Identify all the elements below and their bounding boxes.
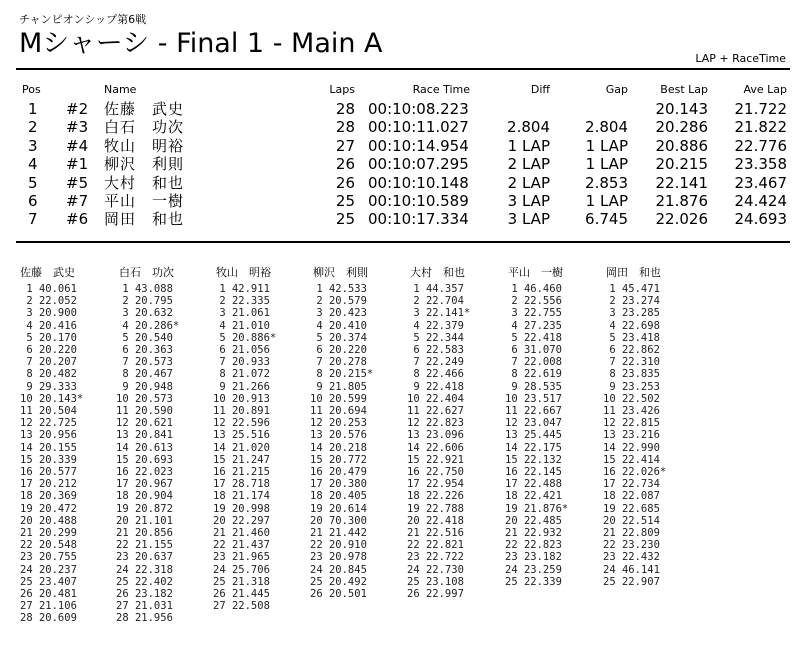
lap-time-entry: 15 20.693: [116, 453, 173, 466]
lap-time-entry: 15 22.921: [407, 453, 464, 466]
lap-time-entry: 23 20.755: [20, 551, 77, 564]
driver-name-cell: 柳沢 利則: [104, 155, 185, 174]
lap-time-entry: 8 20.467: [116, 368, 173, 381]
lap-column-driver-name: 柳沢 利則: [313, 266, 368, 279]
race-time-cell: 00:10:14.954: [368, 136, 469, 155]
car-number-cell: #4: [66, 136, 89, 155]
result-row: [0, 137, 800, 155]
lap-time-entry: 20 22.485: [505, 514, 562, 527]
mode-label: LAP + RaceTime: [695, 52, 786, 65]
page-title: Mシャーシ - Final 1 - Main A: [19, 28, 383, 59]
lap-time-entry: 11 20.891: [213, 405, 270, 417]
lap-time-entry: 24 20.845: [310, 563, 367, 576]
race-time-cell: 00:10:07.295: [368, 155, 469, 174]
lap-time-entry: 17 20.967: [116, 478, 173, 491]
lap-time-entry: 10 20.913: [213, 392, 270, 405]
pos-cell: 1: [28, 100, 38, 118]
col-header-gap: Gap: [605, 83, 628, 96]
lap-time-entry: 17 20.380: [310, 478, 367, 491]
lap-time-entry: 1 45.471: [603, 283, 660, 295]
lap-column-driver-name: 大村 和也: [410, 266, 465, 279]
race-time-cell: 00:10:10.148: [368, 173, 469, 192]
lap-time-entry: 6 20.363: [116, 344, 173, 356]
lap-time-entry: 22 20.548: [20, 539, 77, 552]
ave-lap-cell: 21.822: [734, 118, 787, 137]
lap-time-entry: 23 22.722: [407, 551, 464, 564]
lap-time-entry: 2 22.335: [213, 295, 270, 308]
lap-time-entry: 25 22.339: [505, 575, 562, 588]
lap-time-entry: 18 20.405: [310, 490, 367, 503]
lap-time-entry: 10 22.502: [603, 392, 660, 405]
pos-cell: 6: [28, 192, 38, 210]
col-header-name: Name: [104, 83, 137, 96]
lap-time-entry: 3 20.900: [20, 307, 77, 320]
lap-time-entry: 9 21.805: [310, 380, 367, 393]
lap-time-entry: 10 23.517: [505, 392, 562, 405]
lap-time-entry: 7 22.310: [603, 356, 660, 369]
lap-time-entry: 24 20.237: [20, 563, 77, 576]
lap-time-entry: 1 46.460: [505, 283, 562, 295]
lap-time-entry: 15 22.414: [603, 453, 660, 466]
lap-time-entry: 17 20.212: [20, 478, 77, 491]
driver-name-cell: 大村 和也: [104, 173, 185, 192]
lap-time-entry: 21 21.460: [213, 527, 270, 539]
col-header-diff: Diff: [530, 83, 550, 96]
lap-time-entry: 25 22.907: [603, 575, 660, 588]
car-number-cell: #6: [66, 210, 89, 229]
lap-time-entry: 19 20.872: [116, 502, 173, 515]
bottom-divider: [16, 241, 790, 243]
lap-time-entry: 20 21.101: [116, 514, 173, 527]
lap-time-entry: 13 23.216: [603, 429, 660, 442]
ave-lap-cell: 23.358: [734, 155, 787, 174]
lap-time-entry: 14 22.606: [407, 441, 464, 454]
lap-time-entry: 16 22.145: [505, 466, 562, 478]
lap-time-entry: 12 22.596: [213, 417, 270, 430]
lap-time-entry: 24 22.318: [116, 563, 173, 576]
lap-time-entry: 13 25.445: [505, 429, 562, 442]
laps-cell: 26: [335, 155, 355, 174]
lap-time-entry: 13 20.841: [116, 429, 173, 442]
lap-time-entry: 11 20.694: [310, 405, 367, 417]
laps-cell: 25: [335, 210, 355, 229]
lap-column-driver-name: 佐藤 武史: [20, 266, 75, 279]
laps-cell: 26: [335, 173, 355, 192]
lap-time-entry: 20 22.514: [603, 514, 660, 527]
ave-lap-cell: 24.693: [734, 210, 787, 229]
race-time-cell: 00:10:11.027: [368, 118, 469, 137]
lap-time-entry: 8 22.619: [505, 368, 562, 381]
lap-time-entry: 19 20.614: [310, 502, 367, 515]
lap-column-driver-name: 牧山 明裕: [216, 266, 271, 279]
lap-time-entry: 17 22.488: [505, 478, 562, 491]
col-header-race-time: Race Time: [412, 83, 470, 96]
pos-cell: 3: [28, 136, 38, 155]
lap-time-entry: 7 20.207: [20, 356, 77, 369]
lap-time-entry: 15 20.339: [20, 453, 77, 466]
car-number-cell: #5: [66, 173, 89, 192]
lap-time-entry: 21 21.442: [310, 527, 367, 539]
gap-cell: 1 LAP: [585, 136, 628, 155]
lap-column-driver-name: 白石 功次: [119, 266, 174, 279]
lap-time-entry: 20 22.297: [213, 514, 270, 527]
lap-time-entry: 3 22.141*: [407, 307, 471, 320]
lap-time-entry: 14 22.990: [603, 441, 660, 454]
lap-time-entry: 4 20.410: [310, 319, 367, 332]
lap-time-entry: 2 20.579: [310, 295, 367, 308]
gap-cell: 2.804: [585, 118, 628, 137]
diff-cell: 2.804: [507, 118, 550, 137]
lap-time-entry: 26 21.445: [213, 588, 270, 600]
pos-cell: 2: [28, 118, 38, 137]
lap-time-entry: 25 23.407: [20, 575, 77, 588]
lap-time-entry: 11 20.504: [20, 405, 77, 417]
lap-time-entry: 14 20.613: [116, 441, 173, 454]
lap-time-entry: 3 22.755: [505, 307, 562, 320]
lap-time-entry: 14 21.020: [213, 441, 270, 454]
lap-time-entry: 2 22.704: [407, 295, 464, 308]
lap-time-entry: 18 20.369: [20, 490, 77, 503]
best-lap-cell: 22.026: [655, 210, 708, 229]
col-header-pos: Pos: [22, 83, 41, 96]
lap-time-entry: 21 22.809: [603, 527, 660, 539]
lap-time-entry: 25 23.108: [407, 575, 464, 588]
lap-time-entry: 13 20.576: [310, 429, 367, 442]
lap-column-driver-name: 岡田 和也: [606, 266, 661, 279]
lap-time-entry: 6 22.583: [407, 344, 464, 356]
lap-time-entry: 17 28.718: [213, 478, 270, 491]
lap-time-entry: 11 23.426: [603, 405, 660, 417]
lap-time-entry: 7 20.278: [310, 356, 367, 369]
col-header-ave-lap: Ave Lap: [743, 83, 787, 96]
lap-time-entry: 20 20.488: [20, 514, 77, 527]
lap-time-entry: 23 23.182: [505, 551, 562, 564]
lap-time-entry: 4 21.010: [213, 319, 270, 332]
lap-time-entry: 4 22.698: [603, 319, 660, 332]
lap-time-entry: 10 22.404: [407, 392, 464, 405]
laps-cell: 28: [335, 118, 355, 137]
driver-name-cell: 佐藤 武史: [104, 100, 185, 118]
lap-time-entry: 6 20.220: [20, 344, 77, 356]
lap-time-entry: 15 21.247: [213, 453, 270, 466]
lap-time-entry: 14 20.155: [20, 441, 77, 454]
lap-time-entry: 6 22.862: [603, 344, 660, 356]
lap-time-entry: 21 22.516: [407, 527, 464, 539]
lap-time-entry: 1 40.061: [20, 283, 77, 295]
lap-time-entry: 25 21.318: [213, 575, 270, 588]
ave-lap-cell: 23.467: [734, 173, 787, 192]
lap-time-entry: 22 21.155: [116, 539, 173, 552]
lap-time-entry: 6 21.056: [213, 344, 270, 356]
lap-time-entry: 18 22.421: [505, 490, 562, 503]
diff-cell: 2 LAP: [507, 155, 550, 174]
pos-cell: 7: [28, 210, 38, 229]
lap-time-entry: 5 20.540: [116, 331, 173, 344]
lap-time-entry: 1 42.911: [213, 283, 270, 295]
lap-time-entry: 26 22.997: [407, 588, 464, 600]
lap-time-entry: 22 20.910: [310, 539, 367, 552]
lap-time-entry: 3 23.285: [603, 307, 660, 320]
lap-time-entry: 5 23.418: [603, 331, 660, 344]
lap-time-entry: 5 22.418: [505, 331, 562, 344]
lap-time-entry: 13 20.956: [20, 429, 77, 442]
lap-time-entry: 2 22.556: [505, 295, 562, 308]
lap-time-entry: 23 22.432: [603, 551, 660, 564]
lap-time-entry: 22 22.823: [505, 539, 562, 552]
lap-time-entry: 2 23.274: [603, 295, 660, 308]
lap-time-entry: 1 44.357: [407, 283, 464, 295]
car-number-cell: #7: [66, 192, 89, 210]
gap-cell: 2.853: [585, 173, 628, 192]
lap-time-entry: 19 21.876*: [505, 502, 569, 515]
race-time-cell: 00:10:10.589: [368, 192, 469, 210]
lap-time-entry: 24 23.259: [505, 563, 562, 576]
lap-time-entry: 16 22.750: [407, 466, 464, 478]
lap-time-entry: 24 25.706: [213, 563, 270, 576]
lap-time-entry: 12 22.823: [407, 417, 464, 430]
best-lap-cell: 22.141: [655, 173, 708, 192]
car-number-cell: #1: [66, 155, 89, 174]
lap-time-entry: 20 70.300: [310, 514, 367, 527]
pos-cell: 4: [28, 155, 38, 174]
lap-time-entry: 9 28.535: [505, 380, 562, 393]
lap-time-entry: 19 20.998: [213, 502, 270, 515]
lap-time-entry: 3 20.632: [116, 307, 173, 320]
lap-time-entry: 16 20.577: [20, 466, 77, 478]
lap-time-entry: 9 23.253: [603, 380, 660, 393]
lap-time-entry: 10 20.573: [116, 392, 173, 405]
diff-cell: 3 LAP: [507, 210, 550, 229]
lap-time-entry: 11 20.590: [116, 405, 173, 417]
lap-time-entry: 22 21.437: [213, 539, 270, 552]
lap-time-entry: 4 27.235: [505, 319, 562, 332]
result-row: [0, 100, 800, 118]
lap-time-entry: 18 22.087: [603, 490, 660, 503]
diff-cell: 3 LAP: [507, 192, 550, 210]
best-lap-cell: 20.286: [655, 118, 708, 137]
lap-time-entry: 6 20.220: [310, 344, 367, 356]
diff-cell: 1 LAP: [507, 136, 550, 155]
result-row: [0, 155, 800, 173]
top-divider: [16, 68, 790, 70]
lap-time-entry: 12 20.621: [116, 417, 173, 430]
lap-time-entry: 3 20.423: [310, 307, 367, 320]
lap-time-entry: 17 22.954: [407, 478, 464, 491]
lap-time-entry: 21 20.299: [20, 527, 77, 539]
lap-time-entry: 12 20.253: [310, 417, 367, 430]
lap-time-entry: 4 22.379: [407, 319, 464, 332]
lap-time-entry: 6 31.070: [505, 344, 562, 356]
lap-time-entry: 8 22.466: [407, 368, 464, 381]
driver-name-cell: 岡田 和也: [104, 210, 185, 229]
lap-time-entry: 10 20.599: [310, 392, 367, 405]
lap-time-entry: 22 22.821: [407, 539, 464, 552]
best-lap-cell: 20.143: [655, 100, 708, 118]
gap-cell: 1 LAP: [585, 155, 628, 174]
lap-time-entry: 7 22.249: [407, 356, 464, 369]
lap-time-entry: 18 21.174: [213, 490, 270, 503]
lap-time-entry: 14 22.175: [505, 441, 562, 454]
lap-time-entry: 1 43.088: [116, 283, 173, 295]
lap-time-entry: 23 20.637: [116, 551, 173, 564]
lap-time-entry: 19 20.472: [20, 502, 77, 515]
lap-time-entry: 9 20.948: [116, 380, 173, 393]
lap-time-entry: 13 25.516: [213, 429, 270, 442]
best-lap-cell: 21.876: [655, 192, 708, 210]
lap-time-entry: 3 21.061: [213, 307, 270, 320]
laps-cell: 28: [335, 100, 355, 118]
lap-time-entry: 4 20.416: [20, 319, 77, 332]
diff-cell: 2 LAP: [507, 173, 550, 192]
lap-time-entry: 26 23.182: [116, 588, 173, 600]
lap-time-entry: 2 22.052: [20, 295, 77, 308]
lap-time-entry: 15 20.772: [310, 453, 367, 466]
lap-time-entry: 7 22.008: [505, 356, 562, 369]
lap-time-entry: 27 21.031: [116, 600, 173, 613]
lap-time-entry: 24 22.730: [407, 563, 464, 576]
lap-time-entry: 5 20.886*: [213, 331, 277, 344]
lap-time-entry: 13 23.096: [407, 429, 464, 442]
lap-time-entry: 23 21.965: [213, 551, 270, 564]
lap-time-entry: 23 20.978: [310, 551, 367, 564]
best-lap-cell: 20.215: [655, 155, 708, 174]
driver-name-cell: 牧山 明裕: [104, 136, 185, 155]
lap-time-entry: 11 22.627: [407, 405, 464, 417]
driver-name-cell: 平山 一樹: [104, 192, 185, 210]
lap-time-entry: 26 20.481: [20, 588, 77, 600]
lap-time-entry: 24 46.141: [603, 563, 660, 576]
gap-cell: 1 LAP: [585, 192, 628, 210]
lap-time-entry: 18 22.226: [407, 490, 464, 503]
championship-label: チャンピオンシップ第6戦: [19, 13, 147, 26]
lap-time-entry: 21 20.856: [116, 527, 173, 539]
car-number-cell: #2: [66, 100, 89, 118]
lap-time-entry: 25 20.492: [310, 575, 367, 588]
lap-time-entry: 16 22.023: [116, 466, 173, 478]
lap-time-entry: 27 22.508: [213, 600, 270, 613]
col-header-laps: Laps: [329, 83, 355, 96]
lap-time-entry: 12 22.725: [20, 417, 77, 430]
lap-time-entry: 8 20.215*: [310, 368, 374, 381]
lap-time-entry: 12 23.047: [505, 417, 562, 430]
laps-cell: 25: [335, 192, 355, 210]
lap-time-entry: 12 22.815: [603, 417, 660, 430]
result-row: [0, 174, 800, 192]
lap-time-entry: 16 21.215: [213, 466, 270, 478]
lap-time-entry: 8 21.072: [213, 368, 270, 381]
pos-cell: 5: [28, 173, 38, 192]
lap-time-entry: 18 20.904: [116, 490, 173, 503]
lap-time-entry: 8 23.835: [603, 368, 660, 381]
lap-time-entry: 11 22.667: [505, 405, 562, 417]
car-number-cell: #3: [66, 118, 89, 137]
laps-cell: 27: [335, 136, 355, 155]
lap-time-entry: 14 20.218: [310, 441, 367, 454]
lap-time-entry: 19 22.685: [603, 502, 660, 515]
lap-time-entry: 26 20.501: [310, 588, 367, 600]
lap-time-entry: 5 22.344: [407, 331, 464, 344]
race-time-cell: 00:10:17.334: [368, 210, 469, 229]
gap-cell: 6.745: [585, 210, 628, 229]
result-row: [0, 118, 800, 136]
lap-time-entry: 1 42.533: [310, 283, 367, 295]
lap-time-entry: 15 22.132: [505, 453, 562, 466]
lap-time-entry: 17 22.734: [603, 478, 660, 491]
driver-name-cell: 白石 功次: [104, 118, 185, 137]
lap-time-entry: 4 20.286*: [116, 319, 180, 332]
ave-lap-cell: 21.722: [734, 100, 787, 118]
lap-time-entry: 21 22.932: [505, 527, 562, 539]
ave-lap-cell: 22.776: [734, 136, 787, 155]
lap-time-entry: 9 21.266: [213, 380, 270, 393]
lap-time-entry: 28 21.956: [116, 612, 173, 625]
ave-lap-cell: 24.424: [734, 192, 787, 210]
result-row: [0, 210, 800, 228]
lap-time-entry: 7 20.573: [116, 356, 173, 369]
lap-time-entry: 22 23.230: [603, 539, 660, 552]
lap-time-entry: 19 22.788: [407, 502, 464, 515]
lap-time-entry: 16 20.479: [310, 466, 367, 478]
lap-time-entry: 5 20.170: [20, 331, 77, 344]
lap-time-entry: 2 20.795: [116, 295, 173, 308]
race-time-cell: 00:10:08.223: [368, 100, 469, 118]
result-row: [0, 192, 800, 210]
lap-time-entry: 9 29.333: [20, 380, 77, 393]
lap-time-entry: 8 20.482: [20, 368, 77, 381]
lap-column-driver-name: 平山 一樹: [508, 266, 563, 279]
lap-time-entry: 27 21.106: [20, 600, 77, 613]
lap-time-entry: 20 22.418: [407, 514, 464, 527]
col-header-best-lap: Best Lap: [660, 83, 708, 96]
best-lap-cell: 20.886: [655, 136, 708, 155]
lap-time-entry: 9 22.418: [407, 380, 464, 393]
lap-time-entry: 16 22.026*: [603, 466, 667, 478]
lap-time-entry: 10 20.143*: [20, 392, 84, 405]
lap-time-entry: 25 22.402: [116, 575, 173, 588]
lap-time-entry: 5 20.374: [310, 331, 367, 344]
lap-time-entry: 28 20.609: [20, 612, 77, 625]
lap-time-entry: 7 20.933: [213, 356, 270, 369]
